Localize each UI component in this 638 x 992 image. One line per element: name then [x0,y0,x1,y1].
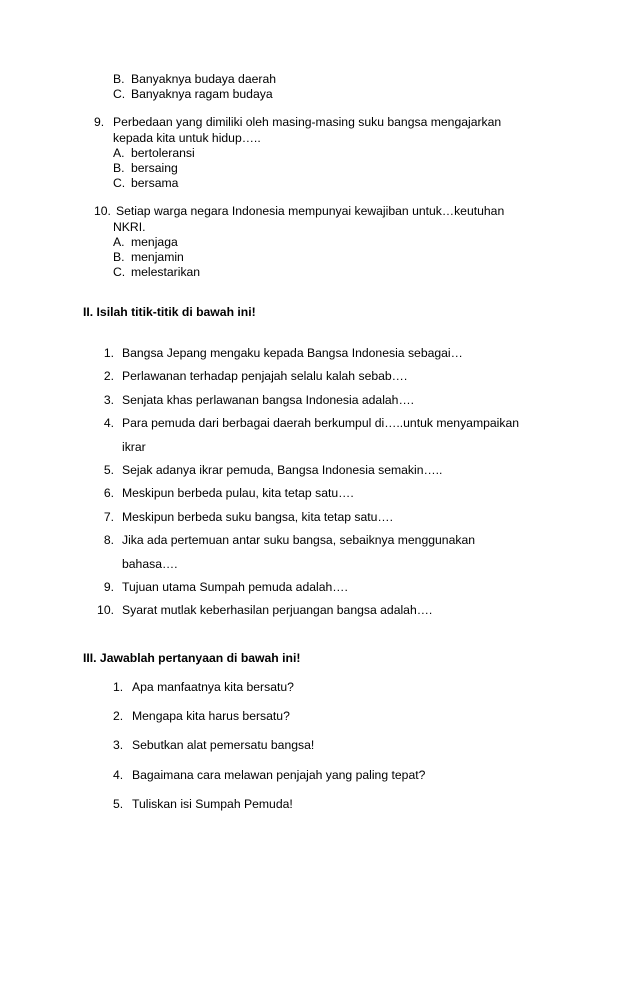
list-item [0,768,638,797]
option-letter: B. [113,72,125,86]
question-text: Setiap warga negara Indonesia mempunyai kewajiban untuk…keutuhan [116,204,505,219]
question-text-continued: kepada kita untuk hidup….. [113,130,261,145]
part-3-list [0,680,638,826]
section-3-title: III. Jawablah pertanyaan di bawah ini! [83,651,301,665]
question-number: 9. [94,115,105,130]
option-letter: B. [113,161,125,176]
option-text: menjamin [131,250,184,265]
option-item [113,250,638,265]
list-item-continuation [0,440,638,463]
question-number: 10. [94,204,111,219]
part-1-continued [0,72,638,280]
option-item [113,161,638,176]
item-text: Tuliskan isi Sumpah Pemuda! [132,796,293,811]
item-text: Meskipun berbeda suku bangsa, kita tetap satu…. [122,509,393,524]
option-item [113,235,638,250]
item-text-continued: bahasa…. [122,556,178,571]
list-item [0,510,638,533]
list-item [0,533,638,556]
section-2-title: II. Isilah titik-titik di bawah ini! [83,305,256,319]
option-item [113,176,638,191]
list-item-continuation [0,557,638,580]
option-item [113,146,638,161]
item-text: Senjata khas perlawanan bangsa Indonesia adalah…. [122,392,415,407]
question-10 [0,204,638,234]
item-number: 4. [113,767,124,782]
item-number: 1. [103,346,114,360]
option-letter: A. [113,234,125,249]
option-text: Banyaknya ragam budaya [131,87,273,102]
item-text: Para pemuda dari berbagai daerah berkumpul di…..untuk menyampaikan [122,416,520,431]
item-text-continued: ikrar [122,439,146,454]
item-number: 5. [103,462,114,477]
item-number: 5. [113,796,124,811]
option-text: Banyaknya budaya daerah [131,72,277,86]
item-number: 3. [113,738,124,753]
item-number: 6. [103,486,114,501]
item-number: 3. [103,392,114,407]
option-letter: C. [113,87,126,102]
option-text: bersaing [131,161,178,176]
list-item [0,486,638,509]
item-text: Tujuan utama Sumpah pemuda adalah…. [122,579,348,594]
option-letter: B. [113,250,125,265]
item-number: 9. [103,579,114,594]
option-item [113,265,638,280]
item-text: Syarat mutlak keberhasilan perjuangan bangsa adalah…. [122,603,433,618]
option-letter: C. [113,176,126,191]
list-item [0,680,638,709]
list-item [0,797,638,826]
question-9 [0,115,638,145]
list-item [0,463,638,486]
item-text: Bangsa Jepang mengaku kepada Bangsa Indonesia sebagai… [122,346,463,360]
item-number: 7. [103,509,114,524]
option-text: melestarikan [131,265,201,280]
item-text: Perlawanan terhadap penjajah selalu kalah sebab…. [122,369,408,384]
list-item [0,416,638,439]
question-text-continued: NKRI. [113,219,146,234]
option-item [113,87,638,102]
list-item [0,738,638,767]
list-item [0,709,638,738]
item-number: 2. [113,709,124,724]
option-text: bersama [131,176,179,191]
item-number: 2. [103,369,114,384]
item-number: 1. [113,680,124,694]
part-2-list [0,346,638,627]
list-item [0,369,638,392]
list-item [0,393,638,416]
item-text: Bagaimana cara melawan penjajah yang paling tepat? [132,767,426,782]
list-item [0,580,638,603]
list-item [0,346,638,369]
option-letter: C. [113,265,126,280]
question-text: Perbedaan yang dimiliki oleh masing-masing suku bangsa mengajarkan [113,115,502,130]
item-number: 4. [103,416,114,431]
option-text: bertoleransi [131,145,195,160]
item-text: Apa manfaatnya kita bersatu? [132,680,294,694]
item-text: Sebutkan alat pemersatu bangsa! [132,738,315,753]
item-text: Sejak adanya ikrar pemuda, Bangsa Indonesia semakin….. [122,462,443,477]
item-text: Jika ada pertemuan antar suku bangsa, sebaiknya menggunakan [122,533,475,548]
option-letter: A. [113,145,125,160]
option-item [113,72,638,87]
item-text: Meskipun berbeda pulau, kita tetap satu…. [122,486,354,501]
item-number: 8. [103,533,114,548]
item-number: 10. [97,603,114,618]
option-text: menjaga [131,234,178,249]
list-item [0,603,638,626]
item-text: Mengapa kita harus bersatu? [132,709,290,724]
